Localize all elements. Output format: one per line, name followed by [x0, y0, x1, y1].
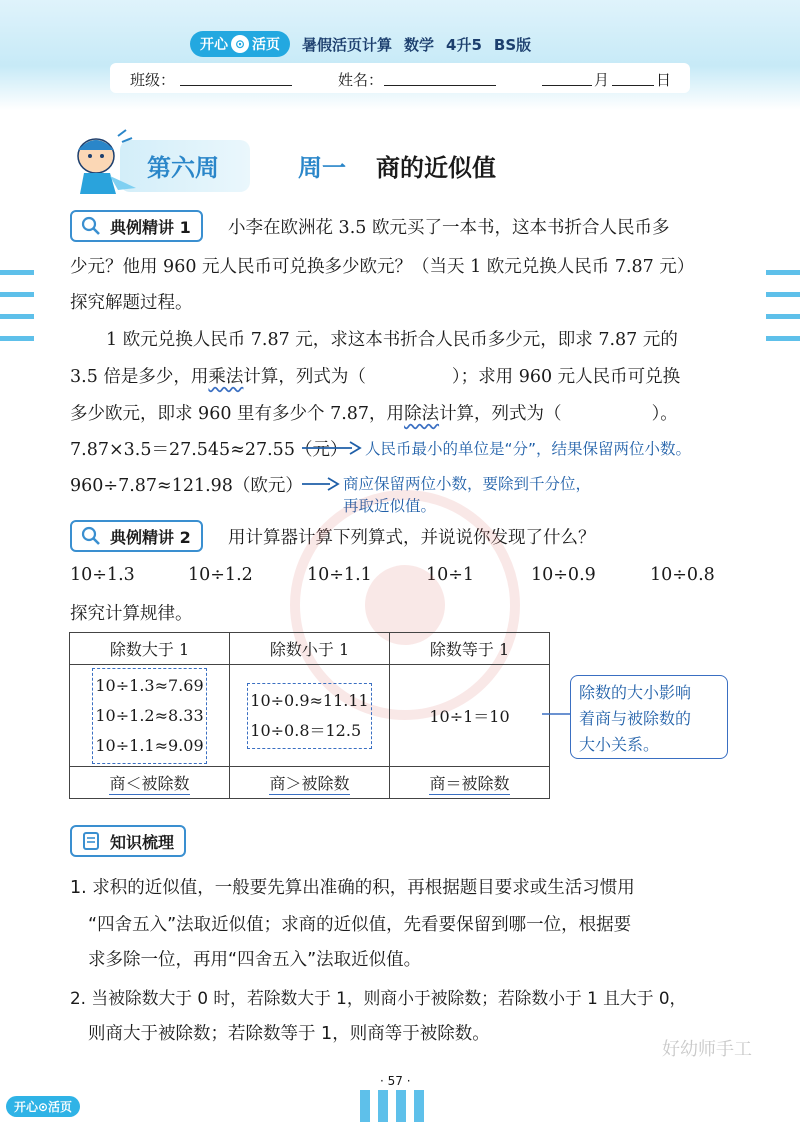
side-stripe: [766, 336, 800, 341]
grade: 4升5: [446, 35, 482, 54]
side-stripe: [0, 314, 34, 319]
footer-stripes: [360, 1090, 424, 1122]
subject: 数学: [404, 35, 435, 54]
table-row: 10÷1.3≈7.69: [95, 675, 204, 695]
example2-explore: 探究计算规律。: [70, 604, 193, 624]
table-header: 除数小于 1: [230, 633, 390, 665]
name-field[interactable]: [384, 85, 496, 86]
day-label: 日: [656, 71, 672, 89]
corner-watermark-text: 好幼师手工: [662, 1039, 752, 1060]
example2-label: 典例精讲 2: [70, 520, 203, 552]
table-cell: [230, 665, 390, 767]
table-row: 10÷1.1≈9.09: [95, 735, 204, 755]
table-cell: [70, 665, 230, 767]
table-row: 10÷0.8＝12.5: [250, 720, 362, 740]
footer-logo: 开心⊙活页: [6, 1096, 80, 1117]
calc1: 7.87×3.5＝27.545≈27.55（元）: [70, 440, 348, 460]
page-title: 商的近似值: [376, 154, 496, 182]
mascot-icon: [60, 128, 140, 198]
example1-explore: 探究解题过程。: [70, 293, 193, 313]
arrow-icon: [300, 438, 362, 458]
side-stripe: [0, 336, 34, 341]
expr: 10÷1.2: [188, 565, 253, 585]
table-footer: 商＜被除数: [70, 767, 230, 799]
calc2-note-line2: 再取近似值。: [343, 497, 437, 515]
calc1-note: 人民币最小的单位是“分”，结果保留两位小数。: [365, 440, 692, 458]
knowledge-item1-line3: 求多除一位，再用“四舍五入”法取近似值。: [88, 950, 422, 970]
page-number: · 57 ·: [380, 1074, 411, 1088]
side-stripe: [0, 270, 34, 275]
table-footer: 商＝被除数: [390, 767, 550, 799]
expr: 10÷0.8: [650, 565, 715, 585]
calc2: 960÷7.87≈121.98（欧元）: [70, 476, 303, 496]
table-row: 10÷0.9≈11.11: [250, 690, 369, 710]
side-stripe: [766, 292, 800, 297]
edition: BS版: [493, 35, 532, 54]
class-field[interactable]: [180, 85, 292, 86]
expr: 10÷1.1: [307, 565, 372, 585]
example1-label: 典例精讲 1: [70, 210, 203, 242]
connector-line: [542, 706, 572, 722]
knowledge-item2-line2: 则商大于被除数；若除数等于 1，则商等于被除数。: [88, 1024, 490, 1044]
month-label: 月: [594, 71, 610, 89]
table-footer: 商＞被除数: [230, 767, 390, 799]
expr: 10÷0.9: [531, 565, 596, 585]
day-field[interactable]: [612, 85, 654, 86]
table-cell: 10÷1＝10: [390, 665, 550, 767]
name-label: 姓名：: [338, 71, 384, 89]
side-stripe: [766, 270, 800, 275]
knowledge-item2-line1: 2. 当被除数大于 0 时，若除数大于 1，则商小于被除数；若除数小于 1 且大于 0，: [70, 988, 687, 1008]
month-field[interactable]: [542, 85, 592, 86]
example1-para-line3: 多少欧元，即求 960 里有多少个 7.87，用除法计算，列式为（ ）。: [70, 404, 678, 424]
example1-para-line1: 1 欧元兑换人民币 7.87 元，求这本书折合人民币多少元，即求 7.87 元的: [106, 330, 678, 350]
brand-logo: 开心 ⊙ 活页: [190, 31, 290, 57]
magnifier-icon: [80, 525, 102, 547]
example1-para-line2: 3.5 倍是多少，用乘法计算，列式为（ ）；求用 960 元人民币可兑换: [70, 367, 681, 387]
week-label: 第六周: [147, 154, 219, 182]
notebook-icon: [80, 830, 102, 852]
day-label: 周一: [298, 154, 346, 182]
side-stripe: [766, 314, 800, 319]
logo-face-icon: ⊙: [231, 35, 249, 53]
example1-question-line2: 少元？他用 960 元人民币可兑换多少欧元？（当天 1 欧元兑换人民币 7.87 元）: [70, 257, 695, 277]
rule-table: [69, 632, 550, 799]
class-label: 班级：: [130, 71, 176, 89]
book-title: 暑假活页计算: [302, 35, 393, 54]
magnifier-icon: [80, 215, 102, 237]
expr: 10÷1: [426, 565, 475, 585]
example1-question-line1: 小李在欧洲花 3.5 欧元买了一本书，这本书折合人民币多: [228, 218, 670, 238]
knowledge-label: 知识梳理: [70, 825, 186, 857]
expr: 10÷1.3: [70, 565, 135, 585]
knowledge-item1-line2: “四舍五入”法取近似值；求商的近似值，先看要保留到哪一位，根据要: [88, 915, 632, 935]
table-header: 除数大于 1: [70, 633, 230, 665]
rule-note: 除数的大小影响 着商与被除数的 大小关系。: [570, 675, 728, 759]
calc2-note-line1: 商应保留两位小数，要除到千分位，: [343, 475, 592, 493]
table-row: 10÷1.2≈8.33: [95, 705, 204, 725]
table-header: 除数等于 1: [390, 633, 550, 665]
student-info-bar: [110, 63, 690, 93]
example2-question: 用计算器计算下列算式，并说说你发现了什么？: [228, 528, 596, 548]
knowledge-item1-line1: 1. 求积的近似值，一般要先算出准确的积，再根据题目要求或生活习惯用: [70, 878, 635, 898]
header-brand: [190, 30, 531, 58]
side-stripe: [0, 292, 34, 297]
